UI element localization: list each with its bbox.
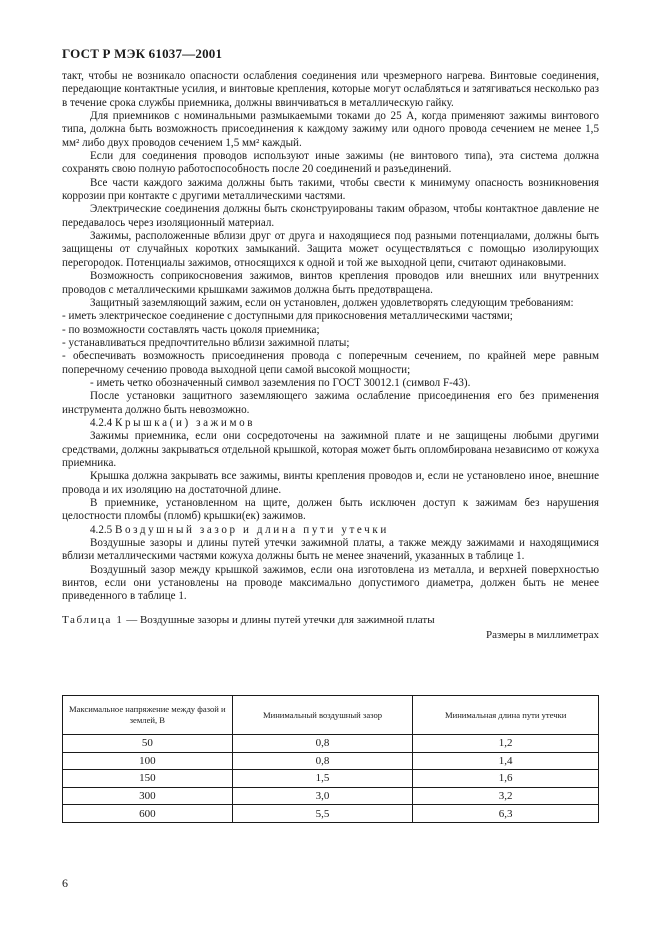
list-item: - обеспечивать возможность присоединения провода с поперечным сечением, по крайней мере равным поперечному сечению провода выходной цепи самой высокой мощности; [62,350,599,376]
table-cell: 3,0 [232,787,413,805]
paragraph: Для приемников с номинальными размыкаемыми токами до 25 А, когда применяют зажимы винтового типа, должна быть возможность присоединения к каждому зажиму или одного провода сечением не менее 1,5 мм² либо двух проводов сечением 1,5 мм² каждый. [62,110,599,149]
table-cell: 1,4 [413,752,599,770]
section-heading-4-2-5 [62,524,599,537]
document-header: ГОСТ Р МЭК 61037—2001 [62,46,223,61]
list-item: - устанавливаться предпочтительно вблизи зажимной платы; [62,336,350,349]
table-cell: 100 [63,752,233,770]
column-header: Минимальный воздушный зазор [232,696,413,735]
column-header: Минимальная длина пути утечки [413,696,599,735]
table-cell: 1,6 [413,770,599,788]
table-caption-text: — Воздушные зазоры и длины путей утечки для зажимной платы [126,613,435,626]
table-cell: 6,3 [413,805,599,823]
paragraph: Зажимы, расположенные вблизи друг от друга и находящиеся под разными потенциалами, должны быть защищены от случайных коротких замыканий. Защита может осуществляться с помощью изолирующих перегородок. Потенциалы зажимов, относящихся к одной и той же выходной цепи, считают одинаковыми. [62,230,599,269]
paragraph: такт, чтобы не возникало опасности ослабления соединения или чрезмерного нагрева. Винтовые соединения, передающие контактные усилия, и винтовые крепления, которые могут ослабляться и затягиваться несколько раз в течение срока службы приемника, должны ввинчиваться в металлическую гайку. [62,70,599,109]
table-cell: 50 [63,735,233,753]
section-number: 4.2.5 [90,523,113,536]
table-cell: 1,5 [232,770,413,788]
paragraph: Электрические соединения должны быть сконструированы таким образом, чтобы контактное давление не передавалось через изоляционный материал. [62,203,599,229]
table-row [63,787,599,805]
table-row [63,770,599,788]
paragraph: Все части каждого зажима должны быть такими, чтобы свести к минимуму опасность возникновения коррозии при контакте с другими металлическими частями. [62,176,599,203]
paragraph: Защитный заземляющий зажим, если он установлен, должен удовлетворять следующим требованиям: [90,296,574,309]
table-cell: 5,5 [232,805,413,823]
table-cell: 300 [63,787,233,805]
list-item: - иметь четко обозначенный символ заземления по ГОСТ 30012.1 (символ F-43). [90,376,471,389]
paragraph: Зажимы приемника, если они сосредоточены на зажимной плате и не защищены любыми другими средствами, должны закрываться отдельной крышкой, которая может быть опломбирована независимо от кожуха приемника. [62,430,599,469]
section-title: Крышка(и) зажимов [114,416,256,429]
table-label: Таблица 1 [62,613,124,626]
paragraph: Возможность соприкосновения зажимов, винтов крепления проводов или внешних или внутренних проводов с металлическими крышками зажимов должна быть предотвращена. [62,270,599,296]
paragraph: После установки защитного заземляющего зажима ослабление присоединения его без применения инструмента должно быть невозможно. [62,390,599,416]
paragraph: Воздушный зазор между крышкой зажимов, если она изготовлена из металла, и верхней поверхностью винтов, если они установлены на проводе максимально допустимого диаметра, должен быть не менее приведенного в таблице 1. [62,563,599,603]
paragraph: Если для соединения проводов используют иные зажимы (не винтового типа), эта система должна сохранять свою полную работоспособность после 20 соединений и разъединений. [62,150,599,176]
list-item: - иметь электрическое соединение с доступными для прикосновения металлическими частями; [62,310,513,323]
page-number: 6 [62,876,68,890]
paragraph: Крышка должна закрывать все зажимы, винты крепления проводов и, если не установлено иное, внешние провода и их изоляцию на достаточной длине. [62,470,599,496]
column-header: Максимальное напряжение между фазой и землей, В [63,696,233,735]
table-row [63,735,599,753]
table-row [63,805,599,823]
table-cell: 150 [63,770,233,788]
paragraph: Воздушные зазоры и длины путей утечки зажимной платы, а также между зажимами и находящимися вблизи металлическими частями кожуха должны быть не менее значений, указанных в таблице 1. [62,537,599,563]
paragraph: В приемнике, установленном на щите, должен быть исключен доступ к зажимам без нарушения целостности пломбы (пломб) крышки(ек) зажимов. [62,497,599,523]
table-cell: 3,2 [413,787,599,805]
table-cell: 600 [63,805,233,823]
table-row [63,752,599,770]
section-heading-4-2-4 [62,417,599,430]
table-cell: 1,2 [413,735,599,753]
section-title: Воздушный зазор и длина пути утечки [114,523,389,536]
body-text [62,70,599,642]
list-item: - по возможности составлять часть цоколя приемника; [62,323,320,336]
table-cell: 0,8 [232,752,413,770]
table-units: Размеры в миллиметрах [486,629,599,642]
table-cell: 0,8 [232,735,413,753]
data-table [62,695,599,823]
table-header-row [63,696,599,735]
section-number: 4.2.4 [90,416,113,429]
table-caption [62,614,599,627]
